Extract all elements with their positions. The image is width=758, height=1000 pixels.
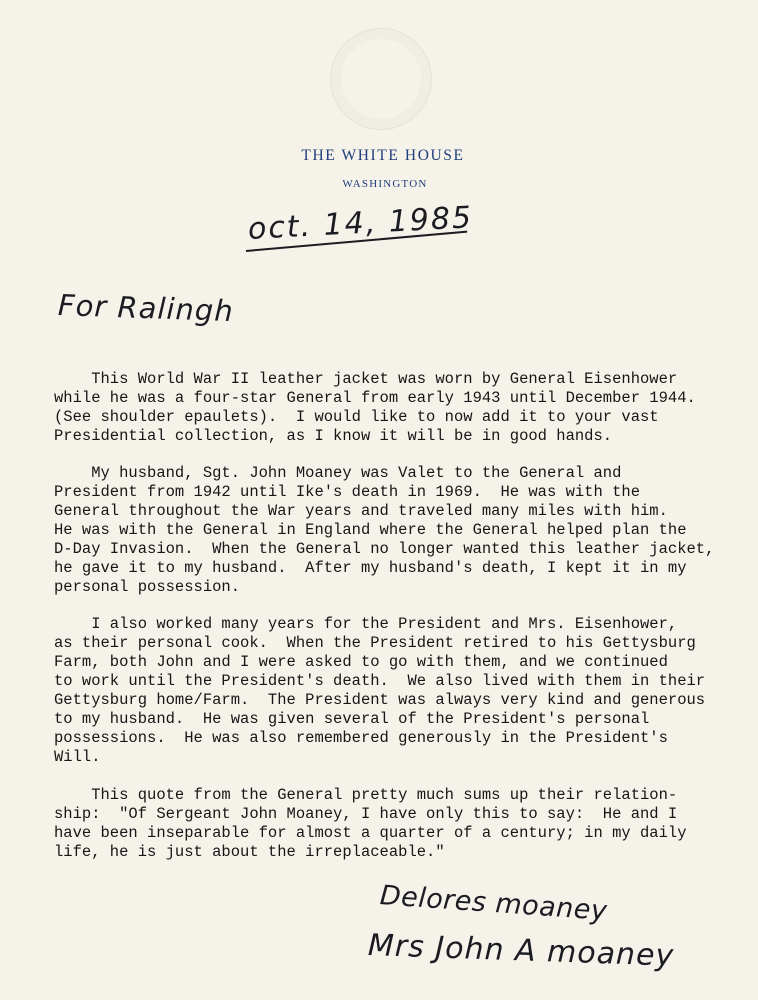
letterhead-subtitle: WASHINGTON xyxy=(342,178,428,190)
body-paragraph-3: I also worked many years for the President and Mrs. Eisenhower, as their personal cook. When the President retired to his Gettysburg Farm, both John and I were asked to go with them, and we continued to work until the President's death. We also lived with them in their Gettysburg home/Farm. The President was always very kind and generous to my husband. He was given several of the President's personal possessions. He was also remembered generously in the President's Will. xyxy=(54,615,706,766)
body-paragraph-4: This quote from the General pretty much sums up their relation- ship: "Of Sergeant John Moaney, I have only this to say: He and I have been inseparable for almost a quarter of a century; in my daily life, he is just about the irreplaceable." xyxy=(54,786,687,861)
embossed-seal-icon xyxy=(330,28,432,130)
signature-line-1: Delores moaney xyxy=(378,880,609,927)
body-paragraph-1: This World War II leather jacket was worn by General Eisenhower while he was a four-star General from early 1943 until December 1944. (See shoulder epaulets). I would like to now add it to your vast Presidential collection, as I know it will be in good hands. xyxy=(54,370,696,445)
handwritten-salutation: For Ralingh xyxy=(57,288,235,329)
letterhead-title: THE WHITE HOUSE xyxy=(301,147,465,164)
body-paragraph-2: My husband, Sgt. John Moaney was Valet to the General and President from 1942 until Ike's death in 1969. He was with the General throughout the War years and traveled many miles with him. He was with the General in England where the General helped plan the D-Day Invasion. When the General no longer wanted this leather jacket, he gave it to my husband. After my husband's death, I kept it in my personal possession. xyxy=(54,464,715,596)
handwritten-date: oct. 14, 1985 xyxy=(247,200,474,247)
signature-line-2: Mrs John A moaney xyxy=(367,928,675,974)
